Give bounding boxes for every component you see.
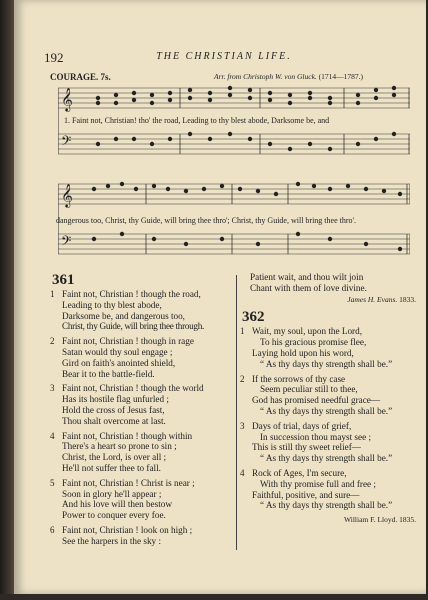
verse-line: Christ, the Lord, is over all ; xyxy=(62,452,167,463)
verse-number: 3 xyxy=(240,420,245,431)
verse-line: Gird on faith's anointed shield, xyxy=(62,357,176,368)
verse xyxy=(52,431,234,474)
verse-number: 2 xyxy=(240,373,245,384)
tune-name: COURAGE. 7s. xyxy=(50,72,111,82)
verse-line: And his love will then bestow xyxy=(62,499,172,510)
tune-lyric-line-2: dangerous too, Christ, thy Guide, will bring thee thro'; Christ, thy Guide, will bring thee thro'. xyxy=(56,216,356,225)
verse xyxy=(242,421,422,464)
author-year: 1833. xyxy=(399,294,416,304)
hymn-361-column xyxy=(52,272,234,551)
verse-line: God has promised needful grace— xyxy=(252,395,381,406)
verse-line: Wait, my soul, upon the Lord, xyxy=(252,326,363,337)
verse-number: 5 xyxy=(50,477,55,488)
verse-line: “ As thy days thy strength shall be.” xyxy=(260,358,393,369)
verse-line: Rock of Ages, I'm secure, xyxy=(252,467,347,478)
verse-line: Darksome be, and dangerous too, xyxy=(62,310,185,321)
hymn-362-column xyxy=(242,272,422,530)
verse-line: Faint not, Christian ! look on high ; xyxy=(62,524,193,535)
arranger-name: Arr. from Christoph W. von Gluck. xyxy=(214,72,317,81)
verse-line: If the sorrows of thy case xyxy=(252,373,346,384)
page-number: 192 xyxy=(44,50,64,65)
book-page xyxy=(14,0,426,594)
arranger-dates: (1714—1787.) xyxy=(318,72,364,81)
verse-number: 4 xyxy=(240,467,245,478)
verse-number: 1 xyxy=(50,289,55,299)
verse-line: Days of trial, days of grief, xyxy=(252,420,352,431)
verse-line: This is still thy sweet relief— xyxy=(252,442,361,453)
bass-staff-2 xyxy=(58,234,410,254)
author-name: James H. Evans. xyxy=(347,294,398,304)
verse-line: Hold the cross of Jesus fast, xyxy=(62,404,165,415)
verse-line: Thou shalt overcome at last. xyxy=(62,415,166,426)
verse xyxy=(52,336,234,379)
tune-lyric-line-1: 1. Faint not, Christian! tho' the road, Leading to thy blest abode, Darksome be, and xyxy=(64,116,330,125)
verse-line: Satan would thy soul engage ; xyxy=(62,346,173,357)
hymn-number: 362 xyxy=(242,309,265,326)
verse xyxy=(242,468,422,511)
hymn-361-attribution xyxy=(242,295,416,306)
verse-line: Bear it to the battle-field. xyxy=(62,368,155,379)
page-bottom-edge xyxy=(0,594,428,600)
verse-line: Faint not, Christian ! Christ is near ; xyxy=(62,477,195,488)
hymn-362-attribution xyxy=(242,515,416,526)
verse-line: Chant with them of love divine. xyxy=(250,282,367,293)
verse-line: Faint not, Christian ! though the world xyxy=(62,383,204,394)
verse xyxy=(242,326,422,369)
verse-line: “ As thy days thy strength shall be.” xyxy=(260,453,393,464)
verse xyxy=(52,525,234,547)
page-header xyxy=(34,50,414,66)
verse-line: “ As thy days thy strength shall be.” xyxy=(260,500,393,511)
bass-clef-icon-2: 𝄢 xyxy=(61,235,72,252)
verse xyxy=(52,289,234,332)
author-year: 1835. xyxy=(399,515,416,525)
running-title: THE CHRISTIAN LIFE. xyxy=(156,51,292,62)
verse-line: Laying hold upon his word, xyxy=(252,347,354,358)
verse-line: To his gracious promise flee, xyxy=(260,337,367,348)
verse-line: There's a heart so prone to sin ; xyxy=(62,441,177,452)
verse xyxy=(52,383,234,426)
verse-number: 4 xyxy=(50,430,55,441)
bass-clef-icon: 𝄢 xyxy=(61,135,72,152)
verse-line: Faint not, Christian ! though in rage xyxy=(62,336,194,347)
verse-line: Faint not, Christian ! though within xyxy=(62,430,193,441)
verse-number: 1 xyxy=(240,326,245,337)
verse-line: Faint not, Christian ! though the road, xyxy=(62,289,201,299)
verse-line: Christ, thy Guide, will bring thee through. xyxy=(62,321,204,332)
verse xyxy=(242,374,422,417)
verse-line: Faithful, positive, and sure— xyxy=(252,489,360,500)
verse-number: 3 xyxy=(50,383,55,394)
hymn-number: 361 xyxy=(52,272,75,288)
verse-line: Soon in glory he'll appear ; xyxy=(62,488,162,499)
treble-staff-2 xyxy=(58,184,410,204)
verse-line: With thy promise full and free ; xyxy=(260,478,376,489)
treble-clef-icon: 𝄞 xyxy=(61,89,73,111)
verse-line: “ As thy days thy strength shall be.” xyxy=(260,405,393,416)
verse-line: In succession thou mayst see ; xyxy=(260,431,371,442)
verse-line: Patient wait, and thou wilt join xyxy=(250,272,364,282)
verse-line: Has its hostile flag unfurled ; xyxy=(62,394,169,405)
author-name: William F. Lloyd. xyxy=(343,515,398,525)
verse xyxy=(52,478,234,521)
verse-number: 2 xyxy=(50,336,55,347)
verse-number: 6 xyxy=(50,524,55,535)
tune-arranger xyxy=(214,72,363,81)
verse-line: Leading to thy blest abode, xyxy=(62,299,162,310)
column-divider xyxy=(236,275,237,550)
treble-clef-icon-2: 𝄞 xyxy=(61,185,73,207)
verse-line: Seem peculiar still to thee, xyxy=(260,384,358,395)
verse-line: See the harpers in the sky : xyxy=(62,535,161,546)
verse-line: He'll not suffer thee to fall. xyxy=(62,462,161,473)
verse-line: Power to conquer every foe. xyxy=(62,510,166,521)
